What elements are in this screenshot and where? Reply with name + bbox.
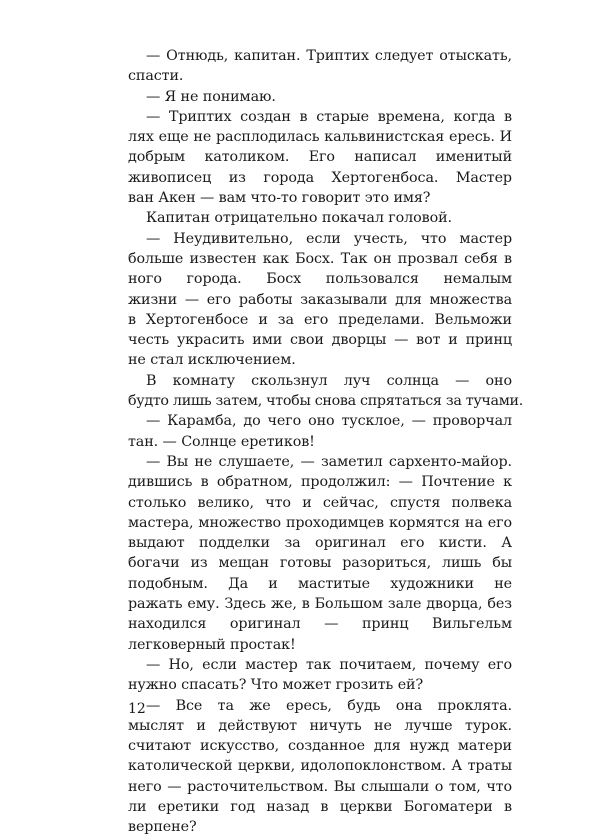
text-line: — Карамба, до чего оно тусклое, — проворчал bbox=[146, 413, 512, 430]
text-line: честь украсить ими свои дворцы — вот и принц bbox=[128, 332, 512, 349]
text-line: выдают подделки за оригинал его кисти. А bbox=[128, 535, 512, 552]
text-line: мастера, множество проходимцев кормятся на его bbox=[128, 514, 512, 531]
text-line: легковерный простак! bbox=[128, 636, 296, 653]
text-line: жизни — его работы заказывали для множества bbox=[128, 291, 512, 308]
text-line: ного города. Босх пользовался немалым bbox=[128, 271, 512, 288]
text-line: верпене? bbox=[128, 819, 197, 836]
text-line: столько велико, что и сейчас, спустя полвека bbox=[128, 494, 512, 511]
text-line: — Все та же ересь, будь она проклята. bbox=[146, 697, 512, 714]
text-line: ли еретики год назад в церкви Богоматери в bbox=[128, 798, 512, 815]
text-line: богачи из мещан готовы разориться, лишь бы bbox=[128, 555, 512, 572]
text-line: будто лишь затем, чтобы снова спрятаться за тучами. bbox=[128, 393, 523, 410]
text-line: лях еще не расплодилась кальвинистская ересь. И bbox=[128, 129, 512, 146]
text-line: дившись в обратном, продолжил: — Почтение к bbox=[128, 474, 512, 491]
text-line: добрым католиком. Его написал именитый bbox=[128, 149, 512, 166]
text-line: В комнату скользнул луч солнца — оно bbox=[146, 372, 512, 389]
text-line: мыслят и действуют ничуть не лучше турок. bbox=[128, 717, 512, 734]
page-number: 12 bbox=[128, 701, 146, 717]
text-line: находился оригинал — принц Вильгельм bbox=[128, 616, 512, 633]
text-line: живописец из города Хертогенбоса. Мастер bbox=[128, 169, 512, 186]
text-line: подобным. Да и маститые художники не bbox=[128, 575, 512, 592]
text-line: ван Акен — вам что-то говорит это имя? bbox=[128, 190, 431, 207]
text-line: — Неудивительно, если учесть, что мастер bbox=[146, 230, 512, 247]
text-line: — Я не понимаю. bbox=[146, 88, 276, 105]
text-line: — Триптих создан в старые времена, когда в bbox=[146, 108, 512, 125]
text-line: католической церкви, идолопоклонством. А траты bbox=[128, 758, 512, 775]
text-line: не стал исключением. bbox=[128, 352, 296, 369]
text-line: Капитан отрицательно покачал головой. bbox=[146, 210, 453, 227]
text-line: больше известен как Босх. Так он прозвал себя в bbox=[128, 250, 512, 267]
text-line: в Хертогенбосе и за его пределами. Вельможи bbox=[128, 311, 512, 328]
text-line: — Но, если мастер так почитаем, почему его bbox=[146, 656, 512, 673]
text-line: ражать ему. Здесь же, в Большом зале дворца, без bbox=[128, 596, 512, 613]
text-line: — Отнюдь, капитан. Триптих следует отыскать, bbox=[146, 48, 512, 64]
text-line: него — расточительством. Вы слышали о том, что bbox=[128, 778, 512, 795]
text-line: тан. — Солнце еретиков! bbox=[128, 433, 315, 450]
body-text bbox=[128, 46, 523, 838]
text-line: нужно спасать? Что может грозить ей? bbox=[128, 677, 424, 694]
text-line: — Вы не слушаете, — заметил сархенто-майор. bbox=[146, 453, 512, 470]
text-line: спасти. bbox=[128, 68, 184, 85]
text-line: считают искусство, созданное для нужд матери bbox=[128, 738, 512, 755]
